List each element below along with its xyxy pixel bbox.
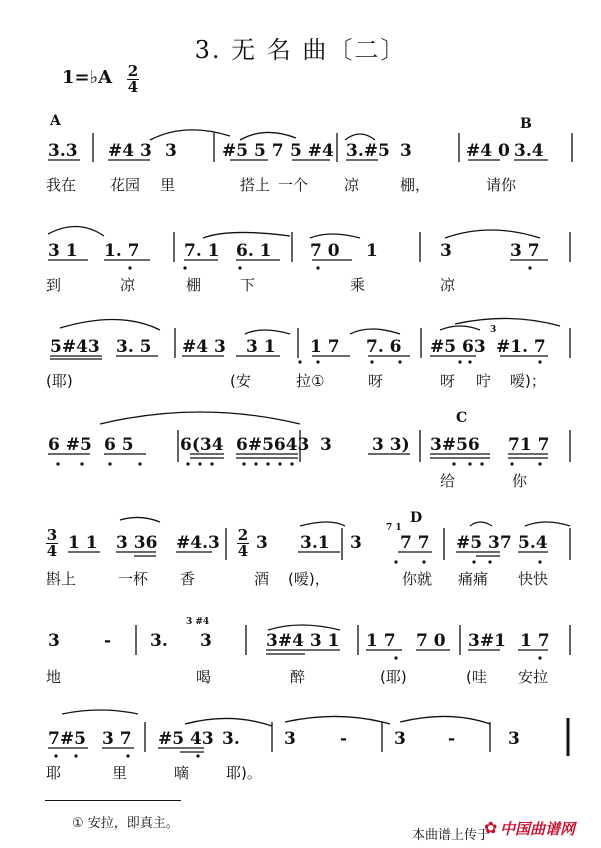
note-group: 5#43	[50, 337, 100, 357]
grace-note: 7 1	[386, 523, 402, 533]
note-group: 3	[508, 729, 520, 749]
note-group: 3	[284, 729, 296, 749]
lyric: 耶	[46, 764, 62, 782]
lyric: 安拉	[518, 668, 549, 686]
lyric: (安	[230, 372, 251, 390]
lyric: 快快	[518, 570, 549, 588]
note-group: 7 7	[400, 533, 430, 553]
note-group: 3 1	[48, 241, 78, 261]
note-group: 7. 1	[184, 241, 220, 261]
note-group: 7. 6	[366, 337, 402, 357]
grace-note: 3	[490, 325, 497, 335]
lyric: 醉	[290, 668, 306, 686]
lyric: 痛痛	[458, 570, 489, 588]
lyric: 搭上	[240, 176, 271, 194]
note-group: 6. 1	[236, 241, 272, 261]
time-signature-change-2-top: 2	[237, 526, 249, 544]
lyric: 到	[46, 276, 62, 294]
lyric: 耶)。	[226, 764, 262, 782]
time-signature-change-1-bottom: 4	[46, 542, 58, 560]
note-group: 3#4 3 1	[266, 631, 340, 651]
lyric: 香	[180, 570, 196, 588]
grace-note: 3 #4	[186, 617, 210, 627]
note-group: #4 3	[182, 337, 226, 357]
note-group: 6 #5	[48, 435, 92, 455]
note-group: #4.3	[176, 533, 220, 553]
lyric: 凉	[120, 276, 136, 294]
note-group: #5 37	[456, 533, 512, 553]
lyric: 呀	[440, 372, 456, 390]
time-signature-top: 2	[127, 62, 139, 80]
lyric: 凉	[344, 176, 360, 194]
footnote: ① 安拉，即真主。	[72, 816, 179, 831]
note-group: 7#5	[48, 729, 86, 749]
note-group: 3 36	[116, 533, 158, 553]
note-group: 1 7	[310, 337, 340, 357]
lyric: 咛	[476, 372, 492, 390]
note-group: 3.1	[300, 533, 330, 553]
time-signature-change-2-bottom: 4	[237, 542, 249, 560]
note-group: 1	[366, 241, 378, 261]
lyric: 给	[440, 472, 456, 490]
note-group: 3. 5	[116, 337, 152, 357]
note-group: 3#56	[430, 435, 480, 455]
note-group: 5 #4	[290, 141, 334, 161]
lyric: (嗳)，	[288, 570, 330, 588]
note-group: 3 3)	[372, 435, 410, 455]
note-group: 3	[200, 631, 212, 651]
lyric: 里	[160, 176, 176, 194]
lyric: 一个	[278, 176, 309, 194]
note-group: 3	[394, 729, 406, 749]
note-group: 3 7	[102, 729, 132, 749]
key-signature: 1=♭A	[62, 67, 113, 88]
lyric: (耶)	[46, 372, 73, 390]
lyric: 呀	[368, 372, 384, 390]
lyric: 酒	[254, 570, 270, 588]
lyric: (哇	[466, 668, 487, 686]
note-group: 3.#5	[346, 141, 390, 161]
note-group: 6 5	[104, 435, 134, 455]
note-group: #4 3	[108, 141, 152, 161]
note-group: 1. 7	[104, 241, 140, 261]
note-group: #5 43	[158, 729, 214, 749]
note-group: 3 7	[510, 241, 540, 261]
lyric: 棚，	[400, 176, 431, 194]
lyric: 嘀	[174, 764, 190, 782]
note-group: 3	[350, 533, 362, 553]
note-group: 3.	[222, 729, 240, 749]
note-group: 3 1	[246, 337, 276, 357]
rehearsal-mark-b: B	[520, 116, 532, 132]
note-group: 3.	[150, 631, 168, 651]
note-group: 6#5643	[236, 435, 310, 455]
lyric: 地	[46, 668, 62, 686]
note-group: 1 7	[366, 631, 396, 651]
lyric: 一杯	[118, 570, 149, 588]
lyric: 花园	[110, 176, 141, 194]
lyric: 你就	[402, 570, 433, 588]
lyric: 嗳)；	[510, 372, 546, 390]
note-group: 7 0	[310, 241, 340, 261]
rehearsal-mark-a: A	[50, 113, 61, 129]
note-group: 3	[256, 533, 268, 553]
note-group: 1 1	[68, 533, 98, 553]
note-group: 3.4	[514, 141, 544, 161]
note-group: #5 5 7	[222, 141, 284, 161]
note-group: -	[448, 729, 456, 749]
note-group: -	[104, 631, 112, 651]
note-group: 7 0	[416, 631, 446, 651]
note-group: 3.3	[48, 141, 78, 161]
note-group: 3#1	[468, 631, 506, 651]
footnote-divider	[45, 800, 181, 801]
note-group: #5 63	[430, 337, 486, 357]
lyric: 斟上	[46, 570, 77, 588]
lyric: 里	[112, 764, 128, 782]
note-group: 3	[440, 241, 452, 261]
rehearsal-mark-d: D	[410, 510, 423, 526]
lyric: 我在	[46, 176, 77, 194]
note-group: 5.4	[518, 533, 548, 553]
time-signature-bottom: 4	[127, 78, 139, 96]
page-title: 3. 无 名 曲〔二〕	[194, 36, 407, 64]
lyric: 乘	[350, 276, 366, 294]
time-signature-change-1-top: 3	[46, 526, 58, 544]
note-group: 3	[400, 141, 412, 161]
site-logo[interactable]: 中国曲谱网	[500, 820, 576, 838]
note-group: -	[340, 729, 348, 749]
note-group: 1 7	[520, 631, 550, 651]
rehearsal-mark-c: C	[456, 410, 468, 426]
lyric: 拉①	[296, 372, 325, 390]
note-group: 71 7	[508, 435, 550, 455]
upload-credit: 本曲谱上传于	[412, 828, 491, 843]
note-group: 6(34	[180, 435, 224, 455]
note-group: 3	[320, 435, 332, 455]
note-group: 3	[48, 631, 60, 651]
lyric: 下	[240, 276, 256, 294]
lyric: (耶)	[380, 668, 407, 686]
note-group: #4 0	[466, 141, 510, 161]
lyric: 棚	[186, 276, 202, 294]
lyric: 喝	[196, 668, 212, 686]
note-group: #1. 7	[496, 337, 546, 357]
lyric: 请你	[486, 176, 517, 194]
note-group: 3	[165, 141, 177, 161]
logo-icon: ✿	[484, 818, 498, 837]
lyric: 你	[512, 472, 528, 490]
lyric: 凉	[440, 276, 456, 294]
